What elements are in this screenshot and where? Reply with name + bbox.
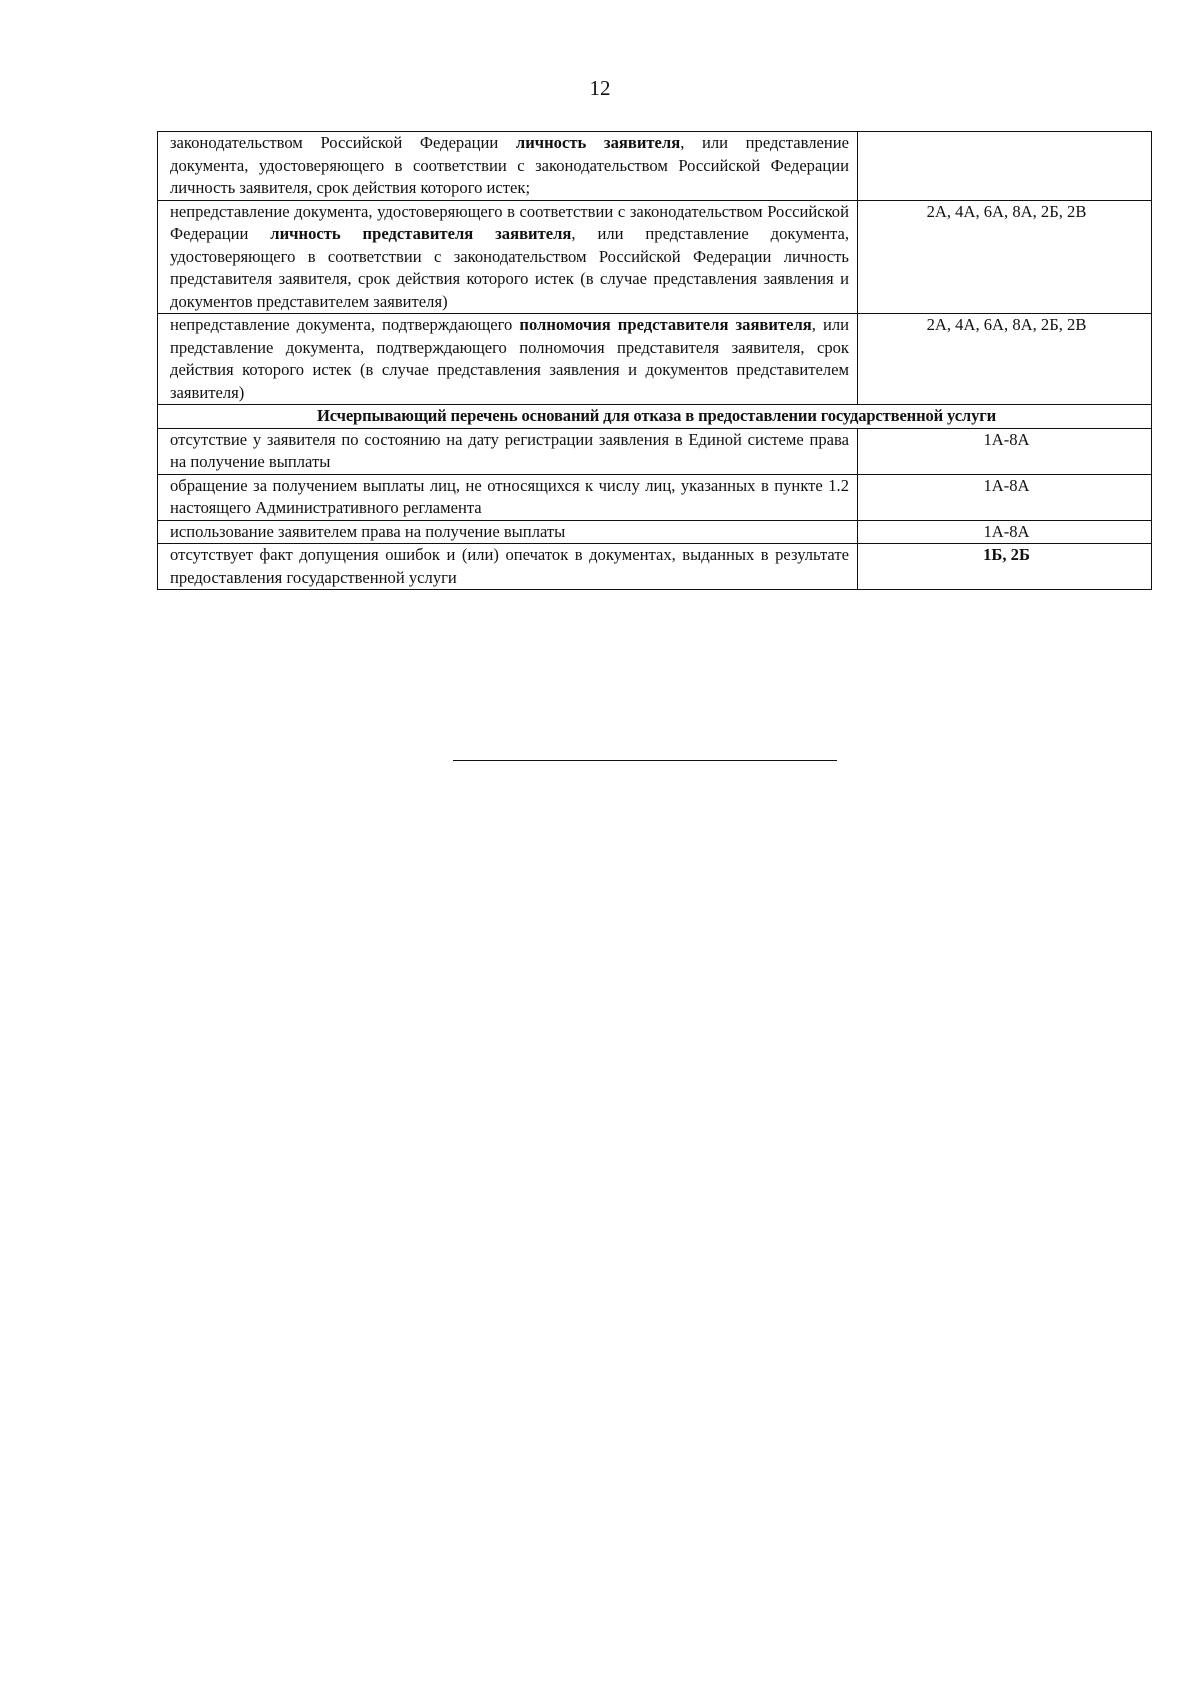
ground-text (158, 200, 858, 314)
refusal-text: отсутствует факт допущения ошибок и (или) опечаток в документах, выданных в результате предоставления государственной услуги (158, 544, 858, 590)
ground-code: 2А, 4А, 6А, 8А, 2Б, 2В (858, 200, 1152, 314)
ground-code (858, 132, 1152, 201)
table-row (158, 544, 1152, 590)
ground-text-emphasis: полномочия представителя заявителя (519, 315, 812, 334)
ground-code: 2А, 4А, 6А, 8А, 2Б, 2В (858, 314, 1152, 405)
refusal-code: 1А-8А (858, 474, 1152, 520)
ground-text-part: непредставление документа, удостоверяющего в соответствии с законодательством Российской Федерации (170, 201, 849, 243)
refusal-code: 1Б, 2Б (858, 544, 1152, 590)
ground-text-emphasis: личность представителя заявителя (270, 224, 572, 243)
table-row (158, 520, 1152, 544)
refusal-text: обращение за получением выплаты лиц, не относящихся к числу лиц, указанных в пункте 1.2 настоящего Административного регламента (158, 474, 858, 520)
ground-text-part: , или представление документа, удостоверяющего в соответствии с законодательством Российской Федерации личность заявителя, срок действия которого истек; (170, 133, 850, 197)
refusal-text: отсутствие у заявителя по состоянию на дату регистрации заявления в Единой системе права на получение выплаты (158, 428, 858, 474)
table-row (158, 132, 1152, 201)
refusal-text: использование заявителем права на получение выплаты (158, 520, 858, 544)
section-heading-row (158, 405, 1152, 429)
section-heading: Исчерпывающий перечень оснований для отказа в предоставлении государственной услуги (158, 405, 1152, 429)
refusal-code: 1А-8А (858, 520, 1152, 544)
ground-text (158, 132, 858, 201)
table-row (158, 428, 1152, 474)
ground-text-part: законодательством Российской Федерации (170, 133, 516, 152)
ground-text-part: , или представление документа, подтверждающего полномочия представителя заявителя, срок действия которого истек (в случае представления заявления и документов представителем заявителя) (170, 315, 850, 402)
refusal-code: 1А-8А (858, 428, 1152, 474)
table-row (158, 314, 1152, 405)
ground-text-part: непредставление документа, подтверждающего (170, 315, 520, 334)
ground-text (158, 314, 858, 405)
ground-text-part: , или представление документа, удостоверяющего в соответствии с законодательством Российской Федерации личность представителя заявителя, срок действия которого истек (в случае представления заявления и документов представителем заявителя) (170, 224, 849, 311)
page-number: 12 (589, 76, 611, 100)
closing-separator-line (453, 760, 837, 761)
ground-text-emphasis: личность заявителя (515, 133, 681, 152)
table-row (158, 474, 1152, 520)
grounds-table (157, 131, 1152, 590)
table-row (158, 200, 1152, 314)
